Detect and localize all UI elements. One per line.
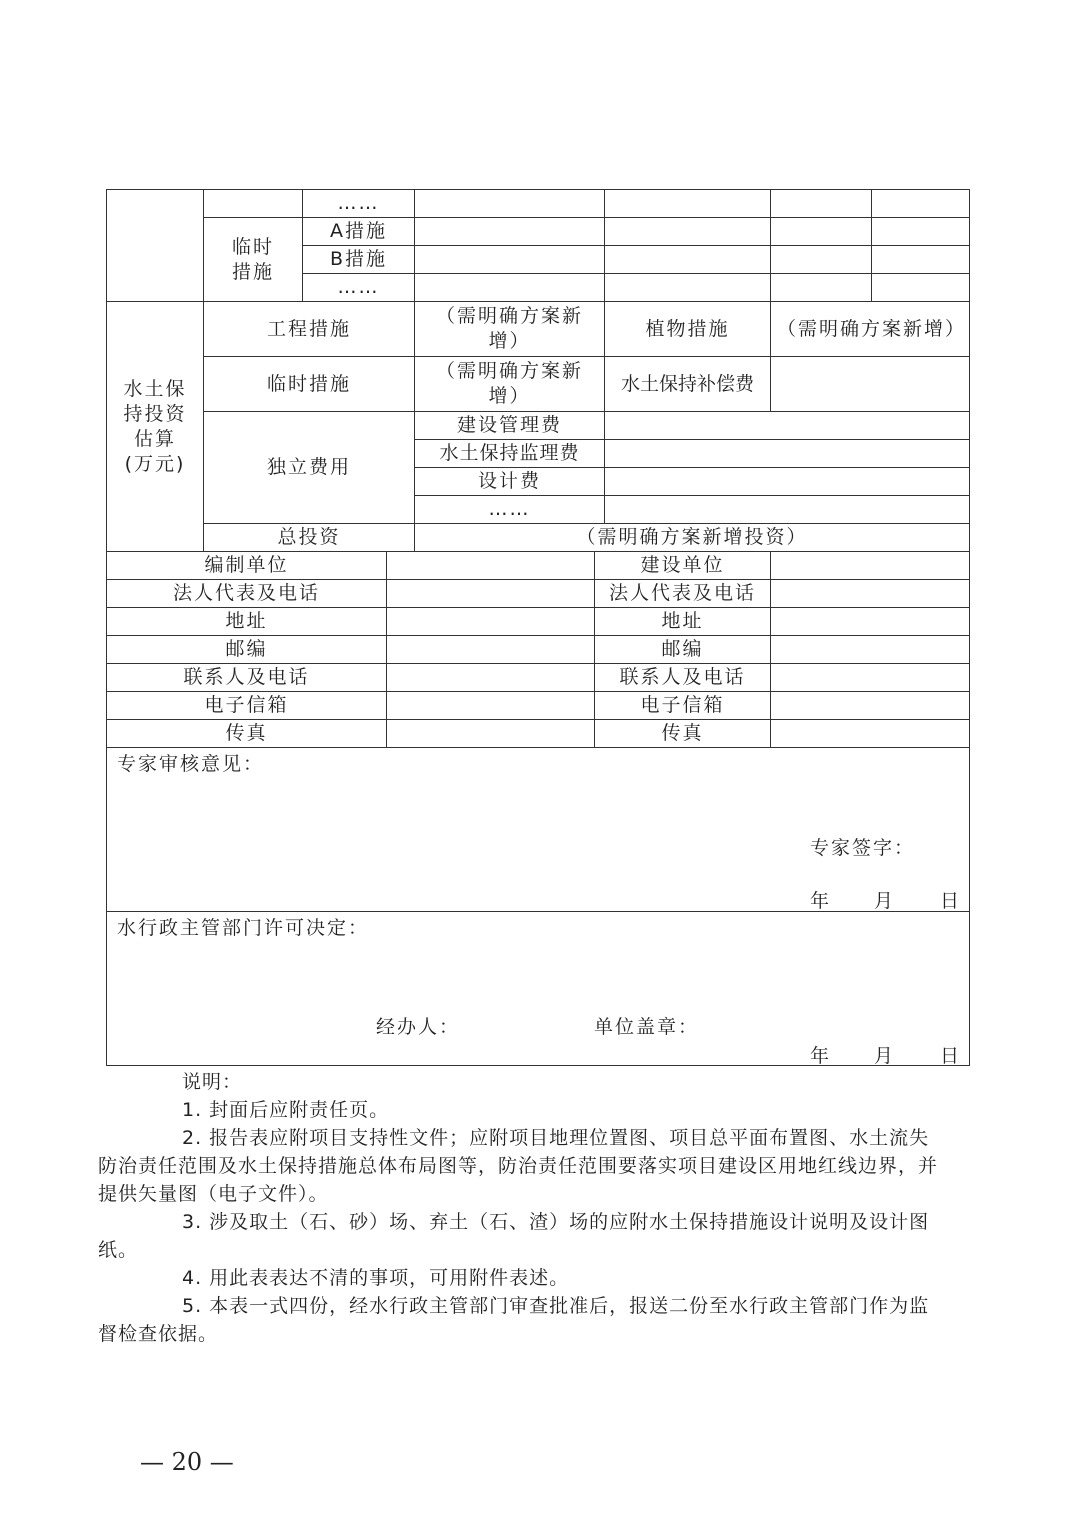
independent-costs-label: 独立费用 [203,411,415,524]
contact-label-left: 传真 [106,719,387,748]
input-cell[interactable] [770,245,872,274]
plant-measures-label: 植物措施 [604,301,771,357]
contact-label-right: 传真 [594,719,771,748]
seal-label: 单位盖章： [594,1016,700,1038]
ellipsis-cell: …… [414,495,605,524]
date-day: 日 [940,1045,962,1067]
engineering-measures-label: 工程措施 [203,301,415,357]
contact-value-right[interactable] [770,663,970,692]
expert-opinion-section: 专家审核意见： [106,747,970,912]
compensation-fee-label: 水土保持补偿费 [604,356,771,412]
input-cell[interactable] [604,467,970,496]
engineering-note: （需明确方案新增） [414,301,605,357]
contact-value-left[interactable] [386,691,595,720]
temp-measures-group-label: 临时 措施 [203,217,303,302]
contact-value-right[interactable] [770,635,970,664]
input-cell[interactable] [604,217,771,246]
expert-signature-label: 专家签字： [810,837,916,859]
contact-value-right[interactable] [770,551,970,580]
date-month: 月 [874,1045,896,1067]
input-cell[interactable] [770,217,872,246]
contact-label-right: 建设单位 [594,551,771,580]
temp-note: （需明确方案新增） [414,356,605,412]
contact-label-right: 电子信箱 [594,691,771,720]
note-item: 1. 封面后应附责任页。 [182,1099,390,1121]
input-cell[interactable] [414,217,605,246]
contact-value-left[interactable] [386,551,595,580]
note-item: 4. 用此表表达不清的事项，可用附件表述。 [182,1267,570,1289]
ellipsis-cell: …… [302,189,415,218]
note-item: 2. 报告表应附项目支持性文件；应附项目地理位置图、项目总平面布置图、水土流失防治责任范围及水土保持措施总体布局图等，防治责任范围要落实项目建设区用地红线边界，并提供矢量图（电子文件）。 [98,1127,939,1205]
ellipsis-cell: …… [302,273,415,302]
construction-mgmt-fee-label: 建设管理费 [414,411,605,440]
notes-title: 说明： [182,1071,243,1093]
contact-label-right: 法人代表及电话 [594,579,771,608]
contact-label-right: 联系人及电话 [594,663,771,692]
admin-decision-section: 水行政主管部门许可决定： [106,911,970,1066]
note-item: 3. 涉及取土（石、砂）场、弃土（石、渣）场的应附水土保持措施设计说明及设计图纸。 [98,1211,930,1261]
page-number: — 20 — [140,1448,234,1476]
input-cell[interactable] [604,411,970,440]
note-item: 5. 本表一式四份，经水行政主管部门审查批准后，报送二份至水行政主管部门作为监督检查依据。 [98,1295,930,1345]
contact-label-left: 电子信箱 [106,691,387,720]
contact-value-left[interactable] [386,663,595,692]
input-cell[interactable] [770,273,872,302]
input-cell[interactable] [871,189,970,218]
input-cell[interactable] [604,245,771,274]
input-cell[interactable] [414,189,605,218]
contact-label-right: 邮编 [594,635,771,664]
empty-cell[interactable] [203,189,303,218]
contact-label-left: 联系人及电话 [106,663,387,692]
compensation-fee-value[interactable] [770,356,970,412]
temp-measures-label: 临时措施 [203,356,415,412]
plant-note: （需明确方案新增） [770,301,970,357]
contact-value-left[interactable] [386,607,595,636]
contact-value-right[interactable] [770,607,970,636]
input-cell[interactable] [604,495,970,524]
input-cell[interactable] [871,273,970,302]
contact-label-left: 编制单位 [106,551,387,580]
empty-cell[interactable] [106,189,204,302]
contact-value-right[interactable] [770,579,970,608]
date-day: 日 [940,890,962,912]
investment-header: 水土保持投资估算(万元) [106,301,204,552]
input-cell[interactable] [604,439,970,468]
input-cell[interactable] [414,245,605,274]
input-cell[interactable] [414,273,605,302]
notes-section [98,1068,940,1348]
contact-value-left[interactable] [386,579,595,608]
input-cell[interactable] [871,245,970,274]
contact-value-right[interactable] [770,691,970,720]
measure-b-label: B措施 [302,245,415,274]
contact-value-right[interactable] [770,719,970,748]
supervision-fee-label: 水土保持监理费 [414,439,605,468]
contact-label-right: 地址 [594,607,771,636]
input-cell[interactable] [871,217,970,246]
date-year: 年 [810,890,832,912]
contact-value-left[interactable] [386,719,595,748]
contact-label-left: 地址 [106,607,387,636]
total-investment-note: （需明确方案新增投资） [414,523,970,552]
measure-a-label: A措施 [302,217,415,246]
date-year: 年 [810,1045,832,1067]
input-cell[interactable] [604,189,771,218]
input-cell[interactable] [604,273,771,302]
contact-label-left: 邮编 [106,635,387,664]
input-cell[interactable] [770,189,872,218]
total-investment-label: 总投资 [203,523,415,552]
contact-label-left: 法人代表及电话 [106,579,387,608]
contact-value-left[interactable] [386,635,595,664]
design-fee-label: 设计费 [414,467,605,496]
date-month: 月 [874,890,896,912]
handler-label: 经办人： [376,1016,461,1038]
